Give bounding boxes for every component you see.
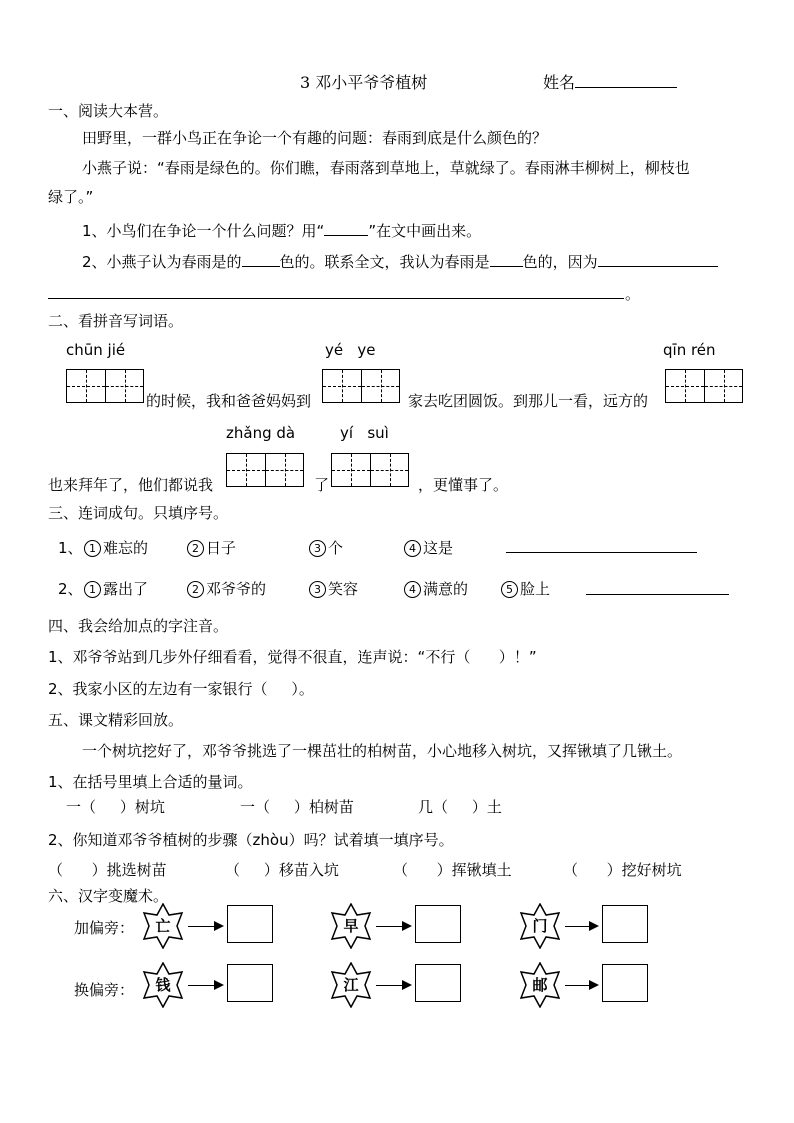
q1-blank[interactable] xyxy=(324,219,368,236)
tianzige-qinren[interactable] xyxy=(665,369,743,403)
row-2-answer-line[interactable] xyxy=(586,594,729,595)
answer-box-add-2[interactable] xyxy=(415,905,461,943)
answer-box-swap-2[interactable] xyxy=(415,964,461,1002)
row-1-word-3: 3 个 xyxy=(309,537,343,558)
pinyin-zhangda: zhǎng dà xyxy=(226,424,296,442)
review-passage: 一个树坑挖好了，邓爷爷挑选了一棵茁壮的柏树苗，小心地移入树坑，又挥锹填了几锹土。 xyxy=(82,742,683,760)
star-char-swap-2: 江 xyxy=(328,962,374,1008)
row-2-word-1: 1 露出了 xyxy=(84,578,148,599)
row-2-word-3: 3 笑容 xyxy=(309,578,358,599)
arrow-icon xyxy=(565,985,597,986)
answer-box-add-1[interactable] xyxy=(227,905,273,943)
name-label-text: 姓名 xyxy=(543,73,576,92)
row-1-word-2: 2 日子 xyxy=(187,537,236,558)
row-2-word-5: 5 脸上 xyxy=(501,578,550,599)
q2-blank-1[interactable] xyxy=(242,250,280,267)
row-2-word-4: 4 满意的 xyxy=(404,578,468,599)
measure-word-1: 一（ ）树坑 xyxy=(66,798,165,816)
answer-box-add-3[interactable] xyxy=(602,905,648,943)
arrow-icon xyxy=(565,926,597,927)
q2-text-b: 色的。联系全文，我认为春雨是 xyxy=(279,253,490,271)
star-char-add-3: 门 xyxy=(517,903,563,949)
step-1: （ ）挑选树苗 xyxy=(48,861,167,879)
arrow-icon xyxy=(376,926,410,927)
pinyin-chunjie: chūn jié xyxy=(66,341,126,359)
page-title: 3 邓小平爷爷植树 xyxy=(300,73,428,92)
measure-word-2: 一（ ）柏树苗 xyxy=(240,798,354,816)
section-2-heading: 二、看拼音写词语。 xyxy=(48,312,184,330)
sentence-part-4: 了 xyxy=(314,476,330,494)
passage-line-1: 田野里，一群小鸟正在争论一个有趣的问题：春雨到底是什么颜色的？ xyxy=(82,129,548,147)
answer-box-swap-1[interactable] xyxy=(227,964,273,1002)
tianzige-yeye[interactable] xyxy=(322,369,400,403)
row-1-word-1: 1 难忘的 xyxy=(84,537,148,558)
star-char-swap-1: 钱 xyxy=(140,962,186,1008)
sentence-part-1: 的时候，我和爸爸妈妈到 xyxy=(146,392,312,410)
arrow-icon xyxy=(188,926,222,927)
row-1-answer-line[interactable] xyxy=(506,552,697,553)
passage-line-2: 小燕子说：“春雨是绿色的。你们瞧，春雨落到草地上，草就绿了。春雨淋丰柳树上，柳枝也 xyxy=(82,159,690,177)
answer-box-swap-3[interactable] xyxy=(602,964,648,1002)
q1-text-a: 1、小鸟们在争论一个什么问题？用“ xyxy=(82,222,325,240)
arrow-icon xyxy=(376,985,410,986)
row-1-number: 1、 xyxy=(58,539,83,557)
add-radical-label: 加偏旁： xyxy=(74,919,135,937)
row-2-number: 2、 xyxy=(58,580,83,598)
pinyin-yeye: yé ye xyxy=(325,341,376,359)
phonetic-question-2: 2、我家小区的左边有一家银行（ ）。 xyxy=(48,680,314,698)
row-2-word-2: 2 邓爷爷的 xyxy=(187,578,266,599)
sentence-part-5: ，更懂事了。 xyxy=(418,476,509,494)
star-char-swap-3: 邮 xyxy=(517,962,563,1008)
phonetic-question-1: 1、邓爷爷站到几步外仔细看看，觉得不很直，连声说：“不行（ ）！” xyxy=(48,648,537,666)
pinyin-yisui: yí suì xyxy=(340,424,389,442)
measure-word-question: 1、在括号里填上合适的量词。 xyxy=(48,773,253,791)
sentence-part-2: 家去吃团圆饭。到那儿一看，远方的 xyxy=(408,392,649,410)
passage-line-3: 绿了。” xyxy=(48,188,94,206)
question-1-1 xyxy=(82,219,481,241)
name-blank[interactable] xyxy=(575,71,677,88)
star-char-add-1: 亡 xyxy=(140,903,186,949)
q2-text-a: 2、小燕子认为春雨是的 xyxy=(82,253,242,271)
q2-blank-2[interactable] xyxy=(490,250,523,267)
measure-word-3: 几（ ）土 xyxy=(418,798,502,816)
q2-text-c: 色的，因为 xyxy=(522,253,598,271)
swap-radical-label: 换偏旁： xyxy=(74,981,135,999)
star-char-add-2: 早 xyxy=(328,903,374,949)
q1-text-b: ”在文中画出来。 xyxy=(368,222,482,240)
section-3-heading: 三、连词成句。只填序号。 xyxy=(48,504,229,522)
tianzige-yisui[interactable] xyxy=(331,453,409,487)
question-1-2 xyxy=(82,250,718,272)
section-5-heading: 五、课文精彩回放。 xyxy=(48,711,184,729)
arrow-icon xyxy=(188,985,222,986)
q2-blank-3[interactable] xyxy=(598,250,718,267)
tianzige-chunjie[interactable] xyxy=(66,369,144,403)
section-4-heading: 四、我会给加点的字注音。 xyxy=(48,617,229,635)
q2-end-mark: 。 xyxy=(625,285,641,303)
row-1-word-4: 4 这是 xyxy=(404,537,453,558)
step-4: （ ）挖好树坑 xyxy=(563,861,682,879)
q2-answer-line[interactable] xyxy=(48,298,624,299)
step-3: （ ）挥锹填土 xyxy=(393,861,512,879)
section-1-heading: 一、阅读大本营。 xyxy=(48,102,169,120)
step-2: （ ）移苗入坑 xyxy=(225,861,339,879)
section-6-heading: 六、汉字变魔术。 xyxy=(48,887,169,905)
tianzige-zhangda[interactable] xyxy=(226,453,304,487)
pinyin-qinren: qīn rén xyxy=(663,341,716,359)
name-label xyxy=(543,70,677,93)
sentence-part-3: 也来拜年了，他们都说我 xyxy=(48,476,214,494)
steps-question: 2、你知道邓爷爷植树的步骤（zhòu）吗？试着填一填序号。 xyxy=(48,831,454,849)
